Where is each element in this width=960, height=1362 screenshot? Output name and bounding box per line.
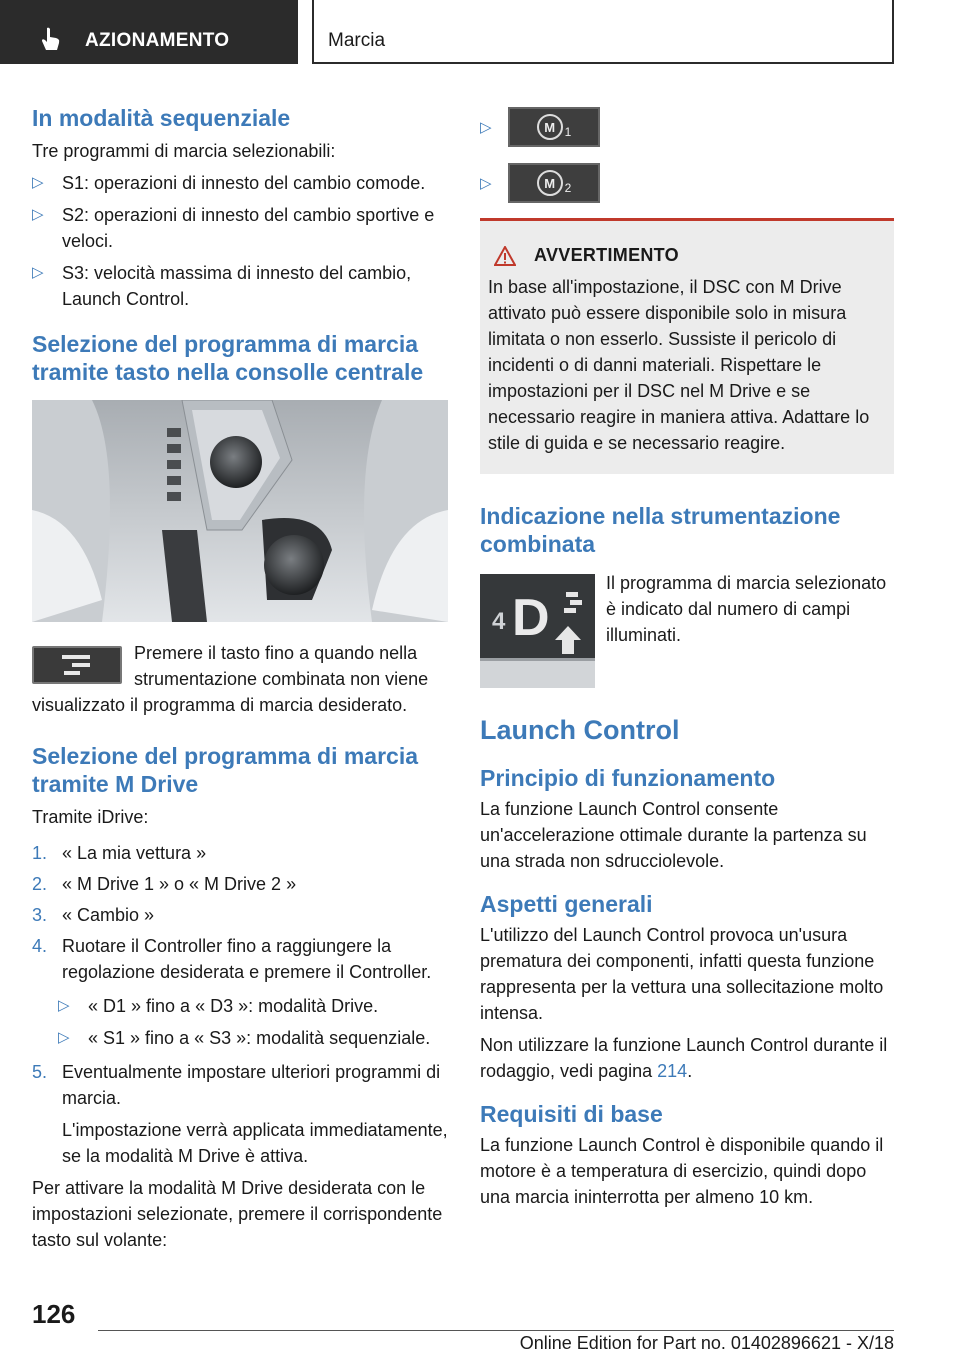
cluster-display-image bbox=[480, 574, 595, 688]
triangle-icon: ▷ bbox=[32, 174, 44, 191]
triangle-icon: ▷ bbox=[58, 997, 70, 1014]
sub-list-item: ▷ « S1 » fino a « S3 »: modalità sequenziale. bbox=[32, 1025, 448, 1051]
seq-intro: Tre programmi di marcia selezionabili: bbox=[32, 141, 336, 161]
general-text-2: Non utilizzare la funzione Launch Control durante il rodaggio, vedi pagina 214. bbox=[480, 1035, 888, 1081]
list-item: ▷ S2: operazioni di innesto del cambio sportive e veloci. bbox=[32, 202, 448, 254]
step5-note: L'impostazione verrà applicata immediatamente, se la modalità M Drive è attiva. bbox=[62, 1120, 448, 1166]
step-item: 4. Ruotare il Controller fino a raggiungere la regolazione desiderata e premere il Controller. bbox=[32, 936, 432, 982]
warning-title: AVVERTIMENTO bbox=[488, 245, 886, 266]
mdrive-title: Selezione del programma di marcia tramite M Drive bbox=[32, 743, 419, 797]
chapter-box bbox=[312, 0, 894, 64]
center-console-illustration bbox=[32, 400, 448, 622]
list-item: ▷ S1: operazioni di innesto del cambio comode. bbox=[32, 170, 448, 196]
cluster-gear-letter: D bbox=[512, 589, 550, 647]
cluster-gear-number: 4 bbox=[492, 608, 506, 635]
triangle-icon: ▷ bbox=[58, 1029, 70, 1046]
mdrive-intro: Tramite iDrive: bbox=[32, 807, 149, 827]
req-title: Requisiti di base bbox=[480, 1101, 663, 1127]
section-label: AZIONAMENTO bbox=[85, 30, 230, 51]
principle-title: Principio di funzionamento bbox=[480, 765, 776, 791]
general-title: Aspetti generali bbox=[480, 891, 653, 917]
general-text-1: L'utilizzo del Launch Control provoca un'usura prematura dei componenti, infatti questa funzione rappresenta per la vettura una sollecitazione molto intensa. bbox=[480, 925, 884, 1023]
closing-text: Per attivare la modalità M Drive desiderata con le impostazioni selezionate, premere il corrispondente tasto sul volante: bbox=[32, 1178, 443, 1250]
launch-title: Launch Control bbox=[480, 715, 680, 745]
m2-button-icon: M 2 bbox=[508, 163, 600, 203]
console-photo bbox=[32, 400, 448, 622]
left-column bbox=[32, 100, 448, 1253]
warning-triangle-icon bbox=[494, 246, 516, 266]
m1-button-icon: M 1 bbox=[508, 107, 600, 147]
edition-text: Online Edition for Part no. 01402896621 - X/18 bbox=[519, 1333, 894, 1353]
console-title: Selezione del programma di marcia tramite tasto nella consolle centrale bbox=[32, 331, 424, 385]
req-text: La funzione Launch Control è disponibile quando il motore è a temperatura di esercizio, quindi dopo una marcia ininterrotta per almeno 10 km. bbox=[480, 1135, 884, 1207]
right-column bbox=[480, 100, 894, 1210]
footer-divider bbox=[98, 1330, 894, 1331]
warning-text: In base all'impostazione, il DSC con M Drive attivato può essere disponibile solo in misura limitata o non esserlo. Sussiste il pericolo di incidenti o di danni materiali. Rispettare le impostazioni per il DSC nel M Drive e se necessario reagire in maniera attiva. Adattare lo stile di guida e se necessario reagire. bbox=[488, 277, 870, 453]
triangle-icon: ▷ bbox=[480, 119, 492, 136]
cluster-title: Indicazione nella strumentazione combinata bbox=[480, 503, 841, 557]
cluster-text: Il programma di marcia selezionato è indicato dal numero di campi illuminati. bbox=[606, 573, 887, 645]
step-item: 1. « La mia vettura » bbox=[32, 843, 207, 863]
step-item: 5. Eventualmente impostare ulteriori programmi di marcia. bbox=[32, 1062, 441, 1108]
warning-box bbox=[480, 218, 894, 474]
section-tab bbox=[0, 0, 298, 64]
triangle-icon: ▷ bbox=[32, 206, 44, 223]
seq-title: In modalità sequenziale bbox=[32, 105, 291, 131]
page-number: 126 bbox=[32, 1299, 76, 1329]
list-item: ▷ S3: velocità massima di innesto del cambio, Launch Control. bbox=[32, 260, 448, 312]
step-item: 2. « M Drive 1 » o « M Drive 2 » bbox=[32, 874, 297, 894]
hand-touch-icon bbox=[38, 26, 64, 52]
sub-list-item: ▷ « D1 » fino a « D3 »: modalità Drive. bbox=[32, 993, 448, 1019]
principle-text: La funzione Launch Control consente un'accelerazione ottimale durante la partenza su una strada non sdrucciolevole. bbox=[480, 799, 867, 871]
triangle-icon: ▷ bbox=[32, 264, 44, 281]
triangle-icon: ▷ bbox=[480, 175, 492, 192]
step-item: 3. « Cambio » bbox=[32, 905, 155, 925]
chapter-label: Marcia bbox=[328, 30, 386, 51]
page-link[interactable]: 214 bbox=[657, 1061, 688, 1081]
console-text: Premere il tasto fino a quando nella strumentazione combinata non viene visualizzato il programma di marcia desiderato. bbox=[32, 643, 429, 715]
